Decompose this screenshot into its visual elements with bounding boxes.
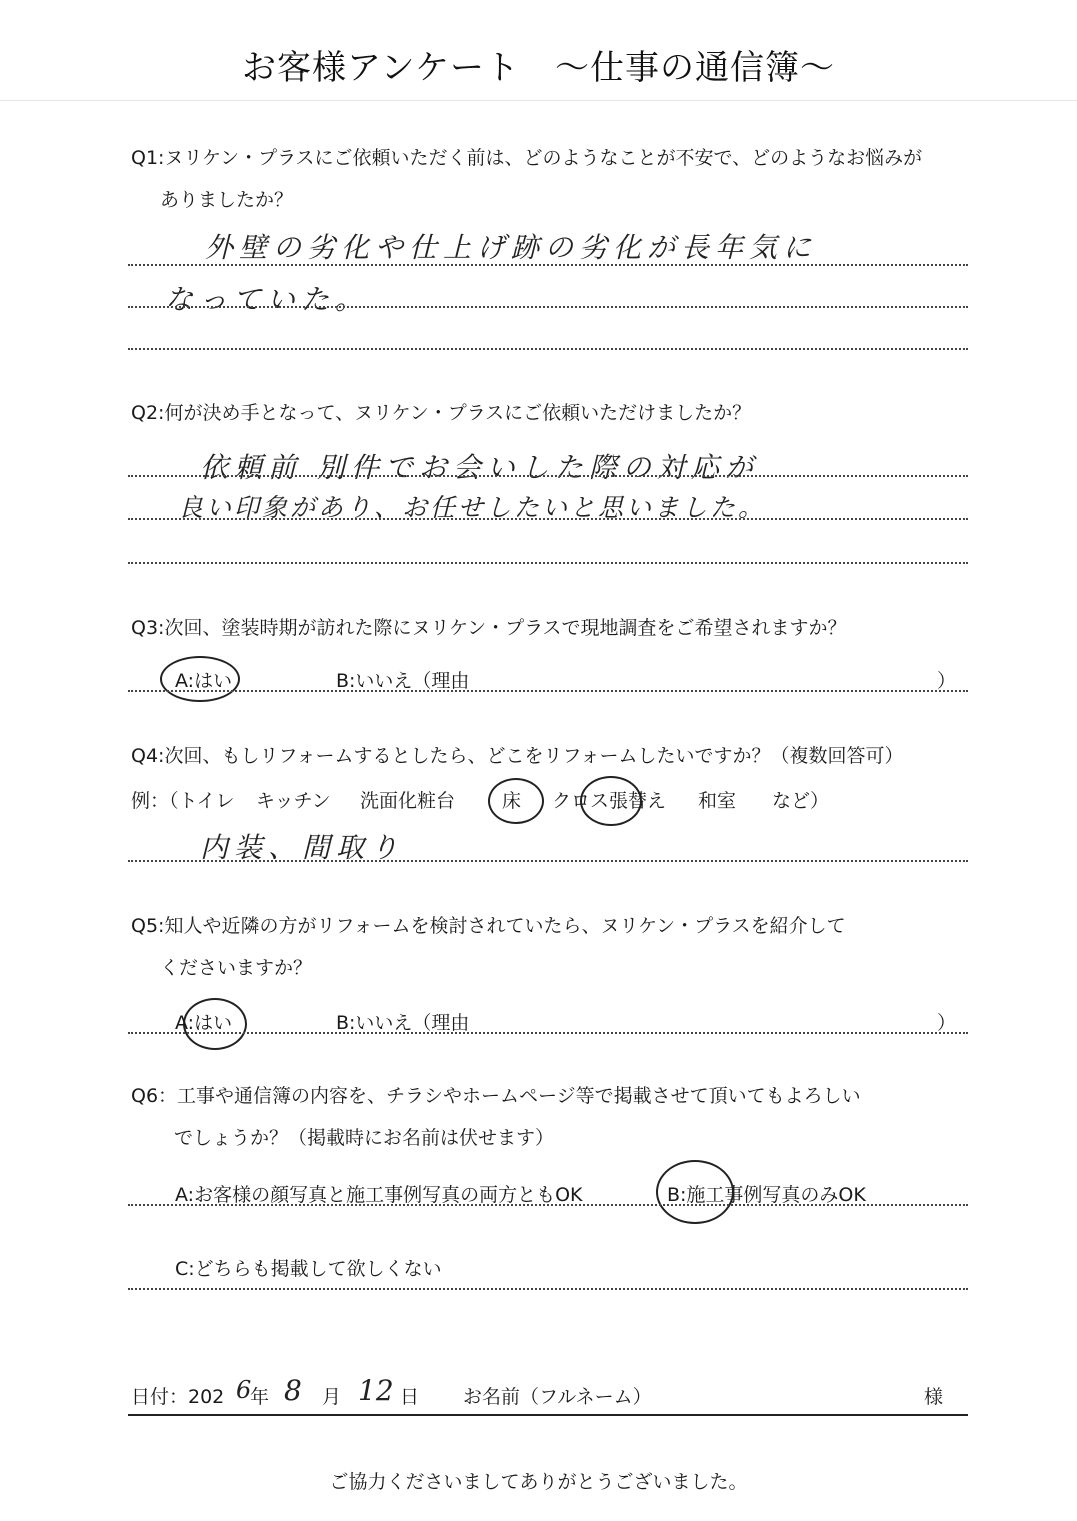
q6-option-b[interactable]: B:施工事例写真のみOK (667, 1184, 866, 1206)
q6-question-line2: でしょうか？（掲載時にお名前は伏せます） (174, 1127, 555, 1149)
q2-answer-rule3 (128, 562, 968, 564)
q4-example-etc: など） (772, 790, 830, 812)
q1-question-line2: ありましたか？ (160, 189, 294, 211)
q5-option-b-close: ） (937, 1012, 957, 1034)
title-divider (0, 100, 1077, 101)
q6-option-c[interactable]: C:どちらも掲載して欲しくない (175, 1258, 442, 1280)
q5-answer-rule (128, 1032, 968, 1034)
q6-answer-rule2 (128, 1288, 968, 1290)
q6-answer-rule1 (128, 1204, 968, 1206)
q6-option-a[interactable]: A:お客様の顔写真と施工事例写真の両方ともOK (175, 1184, 583, 1206)
date-day-label: 日 (400, 1386, 420, 1408)
q3-answer-rule (128, 690, 968, 692)
q5-question-line1: Q5:知人や近隣の方がリフォームを検討されていたら、ヌリケン・プラスを紹介して (131, 915, 846, 937)
q5-option-a[interactable]: A:はい (175, 1012, 233, 1034)
q4-answer[interactable]: 内装、間取り (200, 831, 405, 864)
q3-question-line1: Q3:次回、塗装時期が訪れた際にヌリケン・プラスで現地調査をご希望されますか？ (131, 617, 847, 639)
q4-question-line1: Q4:次回、もしリフォームするとしたら、どこをリフォームしたいですか？（複数回答可） (131, 745, 904, 767)
date-day-value[interactable]: 12 (358, 1374, 394, 1407)
date-name-rule (128, 1414, 968, 1416)
date-year-label: 年 (250, 1386, 270, 1408)
q3-option-b-close: ） (937, 670, 957, 692)
thanks-message: ご協力くださいましてありがとうございました。 (329, 1471, 748, 1493)
q2-answer-rule1 (128, 475, 968, 477)
q4-example-cloth[interactable]: クロス張替え (552, 790, 667, 812)
name-honorific: 様 (924, 1386, 944, 1408)
date-month-label: 月 (322, 1386, 342, 1408)
q1-answer-rule3 (128, 348, 968, 350)
q4-example-kitchen[interactable]: キッチン (256, 790, 331, 812)
q4-example-floor[interactable]: 床 (502, 790, 522, 812)
q5-option-b[interactable]: B:いいえ（理由 (336, 1012, 470, 1034)
q2-answer-line2[interactable]: 良い印象があり、お任せしたいと思いました。 (178, 493, 767, 522)
q4-example-washstand[interactable]: 洗面化粧台 (360, 790, 456, 812)
q2-answer-line1[interactable]: 依頼前 別件でお会いした際の対応が (200, 451, 759, 484)
date-label: 日付：202 (131, 1386, 225, 1408)
q2-answer-rule2 (128, 518, 968, 520)
q4-example-japanese-room[interactable]: 和室 (698, 790, 737, 812)
q1-question-line1: Q1:ヌリケン・プラスにご依頼いただく前は、どのようなことが不安で、どのようなお悩みが (131, 147, 923, 169)
date-month-value[interactable]: 8 (284, 1374, 302, 1407)
date-year-digit[interactable]: 6 (236, 1376, 252, 1404)
q1-answer-line2[interactable]: なっていた。 (165, 283, 370, 316)
q6-question-line1: Q6：工事や通信簿の内容を、チラシやホームページ等で掲載させて頂いてもよろしい (131, 1085, 861, 1107)
q1-answer-rule1 (128, 264, 968, 266)
page-title: お客様アンケート ～仕事の通信簿～ (242, 48, 835, 88)
q1-answer-line1[interactable]: 外壁の劣化や仕上げ跡の劣化が長年気に (205, 231, 818, 264)
name-label: お名前（フルネーム） (463, 1386, 652, 1408)
q1-answer-rule2 (128, 306, 968, 308)
q3-option-b[interactable]: B:いいえ（理由 (336, 670, 470, 692)
q5-question-line2: くださいますか？ (160, 957, 313, 979)
q3-option-a[interactable]: A:はい (175, 670, 233, 692)
q4-example-prefix: 例：（トイレ (131, 790, 235, 812)
q2-question-line1: Q2:何が決め手となって、ヌリケン・プラスにご依頼いただけましたか？ (131, 402, 752, 424)
q4-answer-rule (128, 860, 968, 862)
